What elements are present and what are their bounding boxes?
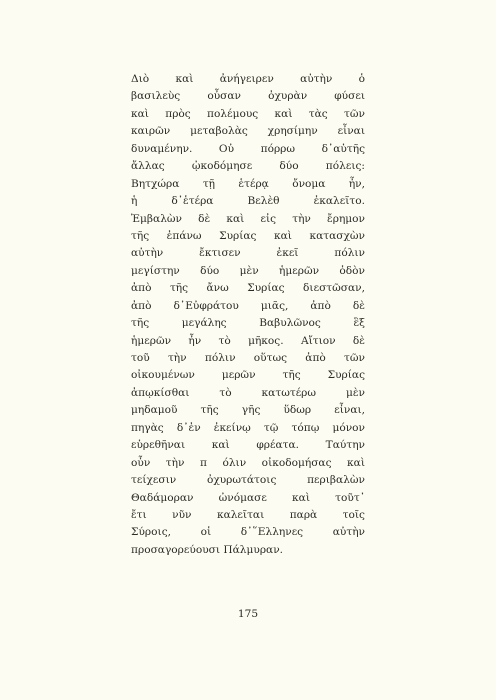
text-line: ἔτι νῦν καλεῖται παρὰ τοῖς bbox=[131, 508, 365, 521]
text-line: ἡμερῶν ἦν τὸ μῆκος. Αἴτιον δὲ bbox=[131, 334, 365, 347]
text-line: Σύροις, οἱ δ᾽῞Ελληνες αὐτὴν bbox=[131, 526, 365, 539]
text-line: οὖν τὴν π όλιν οἰκοδομήσας καὶ bbox=[131, 456, 365, 469]
text-line: Διὸ καὶ ἀνήγειρεν αὐτὴν ὁ bbox=[131, 73, 365, 85]
text-line: καὶ πρὸς πολέμους καὶ τὰς τῶν bbox=[131, 107, 365, 120]
text-line: τῆς μεγάλης Βαβυλῶνος ἓξ bbox=[131, 317, 365, 330]
text-line: ἀπὸ δ᾽Εὐφράτου μιᾶς, ἀπὸ δὲ bbox=[131, 299, 365, 312]
text-line: Θαδάμοραν ὠνόμασε καὶ τοῦτ᾽ bbox=[131, 491, 365, 504]
text-line: μεγίστην δύο μὲν ἡμερῶν ὁδὸν bbox=[131, 264, 365, 277]
text-line: τοῦ τὴν πόλιν οὕτως ἀπὸ τῶν bbox=[131, 352, 365, 364]
text-line: αὐτὴν ἔκτισεν ἐκεῖ πόλιν bbox=[131, 247, 365, 260]
text-line: μηδαμοῦ τῆς γῆς ὕδωρ εἶναι, bbox=[131, 404, 365, 417]
text-line: καιρῶν μεταβολὰς χρησίμην εἶναι bbox=[131, 125, 365, 138]
text-line: ἄλλας ᾠκοδόμησε δύο πόλεις: bbox=[131, 160, 365, 173]
text-line: οἰκουμένων μερῶν τῆς Συρίας bbox=[131, 369, 365, 382]
text-line: τῆς ἐπάνω Συρίας καὶ κατασχὼν bbox=[131, 229, 365, 242]
text-line: Βητχώρα τῇ ἑτέρᾳ ὄνομα ἦν, bbox=[131, 177, 365, 190]
text-line: ἀπὸ τῆς ἄνω Συρίας διεστῶσαν, bbox=[131, 282, 365, 295]
text-line: βασιλεὺς οὖσαν ὀχυρὰν φύσει bbox=[131, 90, 365, 103]
text-line: ἡ δ᾽ἑτέρα Βελὲθ ἐκαλεῖτο. bbox=[131, 195, 365, 208]
text-line: Ἐμβαλὼν δὲ καὶ εἰς τὴν ἔρημον bbox=[131, 212, 365, 225]
text-line: τείχεσιν ὀχυρωτάτοις περιβαλὼν bbox=[131, 474, 365, 487]
text-line: εὑρεθῆναι καὶ φρέατα. Ταύτην bbox=[131, 439, 365, 452]
text-line: δυναμένην. Οὐ πόρρω δ᾽αὐτῆς bbox=[131, 142, 365, 155]
text-line: ἀπῳκίσθαι τὸ κατωτέρω μὲν bbox=[131, 386, 365, 399]
text-line: προσαγορεύουσι Πάλμυραν. bbox=[131, 543, 284, 556]
body-text bbox=[131, 71, 365, 559]
text-line: πηγὰς δ᾽ἐν ἐκείνῳ τῷ τόπῳ μόνον bbox=[131, 421, 365, 434]
page-number: 175 bbox=[237, 608, 259, 620]
